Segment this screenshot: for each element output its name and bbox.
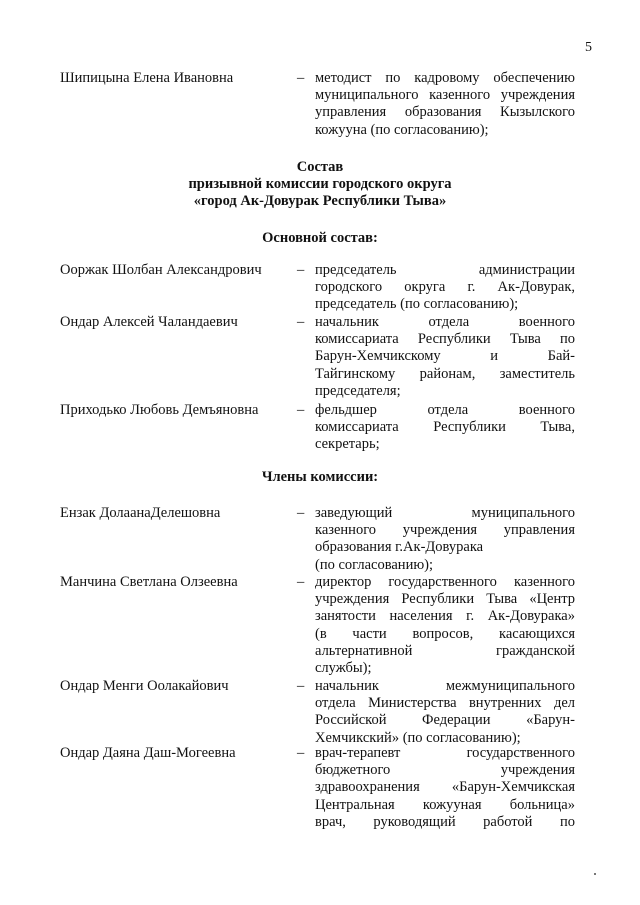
person-entry-oorzhak [60, 262, 575, 314]
description-line: председатель администрации [315, 262, 575, 278]
person-entry-ondar-aleksey [60, 314, 575, 402]
person-name: Ондар Даяна Даш-Могеевна [60, 745, 236, 761]
scan-speck [594, 873, 596, 875]
description-line: председатель (по согласованию); [315, 296, 519, 313]
description-line: городского округа г. Ак-Довурак, [315, 279, 575, 296]
description-line: занятости населения г. Ак-Довурака» [315, 608, 575, 625]
person-name: Приходько Любовь Демъяновна [60, 402, 259, 418]
person-description [315, 402, 575, 454]
description-line: (по согласованию); [315, 556, 434, 573]
title-line-1: Состав [296, 159, 344, 175]
description-line: здравоохранения «Барун-Хемчикская [315, 779, 575, 796]
person-name: Ондар Алексей Чаландаевич [60, 314, 238, 330]
description-line: комиссариата Республики Тыва, [315, 419, 575, 436]
description-line: начальник межмуниципального [315, 678, 575, 694]
title-line-3: «город Ак-Довурак Республики Тыва» [193, 193, 447, 209]
description-line: (в части вопросов, касающихся [315, 625, 575, 642]
person-description [315, 314, 575, 400]
dash-separator: – [297, 402, 305, 418]
description-line: образования г.Ак-Довурака [315, 539, 484, 556]
person-description [315, 678, 575, 747]
dash-separator: – [297, 505, 305, 521]
description-line: методист по кадровому обеспечению [315, 70, 575, 86]
description-line: председателя; [315, 382, 401, 399]
person-entry-manchina [60, 574, 575, 678]
person-name: Ооржак Шолбан Александрович [60, 262, 262, 278]
person-entry-shipitsyna [60, 70, 575, 142]
description-line: кожууна (по согласованию); [315, 121, 489, 138]
person-name: Манчина Светлана Олзеевна [60, 574, 238, 590]
dash-separator: – [297, 314, 305, 330]
description-line: управления образования Кызылского [315, 104, 575, 121]
page-number: 5 [585, 40, 592, 55]
dash-separator: – [297, 70, 305, 86]
person-description [315, 262, 575, 314]
description-line: Тайгинскому районам, заместитель [315, 365, 575, 382]
description-line: секретарь; [315, 436, 380, 453]
person-entry-enzak [60, 505, 575, 575]
description-line: службы); [315, 660, 372, 677]
description-line: врач-терапевт государственного [315, 745, 575, 761]
description-line: альтернативной гражданской [315, 642, 575, 659]
dash-separator: – [297, 262, 305, 278]
section-heading-main: Основной состав: [262, 230, 378, 246]
document-title [0, 159, 640, 210]
section-heading-members: Члены комиссии: [261, 469, 379, 485]
description-line: учреждения Республики Тыва «Центр [315, 591, 575, 608]
dash-separator: – [297, 745, 305, 761]
description-line: казенного учреждения управления [315, 522, 575, 539]
person-entry-ondar-dayana [60, 745, 575, 833]
person-name: Шипицына Елена Ивановна [60, 70, 234, 86]
description-line: Барун-Хемчикскому и Бай- [315, 348, 575, 365]
description-line: заведующий муниципального [315, 505, 575, 521]
description-line: муниципального казенного учреждения [315, 87, 575, 104]
dash-separator: – [297, 574, 305, 590]
description-line: отдела Министерства внутренних дел [315, 695, 575, 712]
person-entry-prikhodko [60, 402, 575, 454]
person-name: Ондар Менги Оолакайович [60, 678, 229, 694]
person-description [315, 505, 575, 574]
person-description [315, 574, 575, 677]
person-description [315, 745, 575, 831]
person-entry-ondar-mengi [60, 678, 575, 748]
description-line: фельдшер отдела военного [315, 402, 575, 418]
description-line: Центральная кожууная больница» [315, 796, 575, 813]
title-line-2: призывной комиссии городского округа [188, 176, 452, 192]
description-line: начальник отдела военного [315, 314, 575, 330]
description-line: Российской Федерации «Барун- [315, 712, 575, 729]
description-line: бюджетного учреждения [315, 762, 575, 779]
description-line: директор государственного казенного [315, 574, 575, 590]
dash-separator: – [297, 678, 305, 694]
description-line: Хемчикский» (по согласованию); [315, 729, 521, 746]
description-line: комиссариата Республики Тыва по [315, 331, 575, 348]
person-description [315, 70, 575, 139]
person-name: Ензак ДолаанаДелешовна [60, 505, 221, 521]
description-line: врач, руководящий работой по [315, 813, 575, 830]
